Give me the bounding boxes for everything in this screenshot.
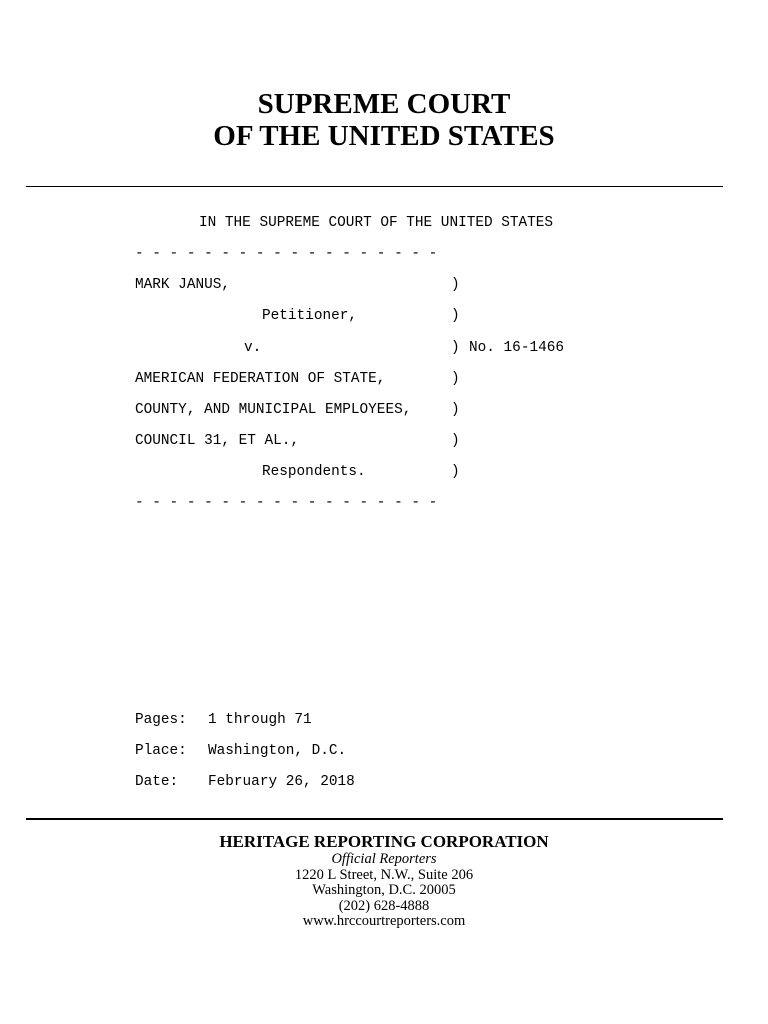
- document-title: [0, 88, 768, 152]
- respondent-role: Respondents.: [262, 464, 366, 480]
- bottom-divider: [26, 818, 723, 820]
- respondent-line-3: COUNCIL 31, ET AL.,: [135, 433, 300, 449]
- pages-value: 1 through 71: [208, 712, 312, 728]
- caption-paren: ): [451, 277, 460, 293]
- reporter-footer: [0, 832, 768, 930]
- docket-number: No. 16-1466: [469, 340, 564, 356]
- title-line-1: SUPREME COURT: [257, 88, 511, 120]
- petitioner-name: MARK JANUS,: [135, 277, 230, 293]
- caption-paren: ): [451, 464, 460, 480]
- caption-dashes-bottom: - - - - - - - - - - - - - - - - - -: [135, 495, 438, 511]
- date-value: February 26, 2018: [208, 774, 355, 790]
- caption-dashes-top: - - - - - - - - - - - - - - - - - -: [135, 246, 438, 262]
- caption-paren: ): [451, 433, 460, 449]
- caption-paren: ): [451, 371, 460, 387]
- respondent-line-1: AMERICAN FEDERATION OF STATE,: [135, 371, 386, 387]
- versus-label: v.: [244, 340, 262, 356]
- company-name: HERITAGE REPORTING CORPORATION: [219, 832, 549, 851]
- website: www.hrccourtreporters.com: [302, 913, 466, 929]
- pages-label: Pages:: [135, 712, 187, 728]
- petitioner-role: Petitioner,: [262, 308, 357, 324]
- phone-number: (202) 628-4888: [338, 897, 430, 914]
- company-subtitle: Official Reporters: [331, 851, 437, 867]
- respondent-line-2: COUNTY, AND MUNICIPAL EMPLOYEES,: [135, 402, 412, 418]
- top-divider: [26, 186, 723, 187]
- date-label: Date:: [135, 774, 179, 790]
- caption-paren: ): [451, 308, 460, 324]
- address-line-2: Washington, D.C. 20005: [312, 882, 456, 898]
- title-line-2: OF THE UNITED STATES: [213, 120, 555, 152]
- place-label: Place:: [135, 743, 187, 759]
- address-line-1: 1220 L Street, N.W., Suite 206: [294, 866, 474, 883]
- place-value: Washington, D.C.: [208, 743, 347, 759]
- caption-paren: ): [451, 340, 460, 356]
- caption-paren: ): [451, 402, 460, 418]
- court-heading: IN THE SUPREME COURT OF THE UNITED STATES: [199, 215, 554, 231]
